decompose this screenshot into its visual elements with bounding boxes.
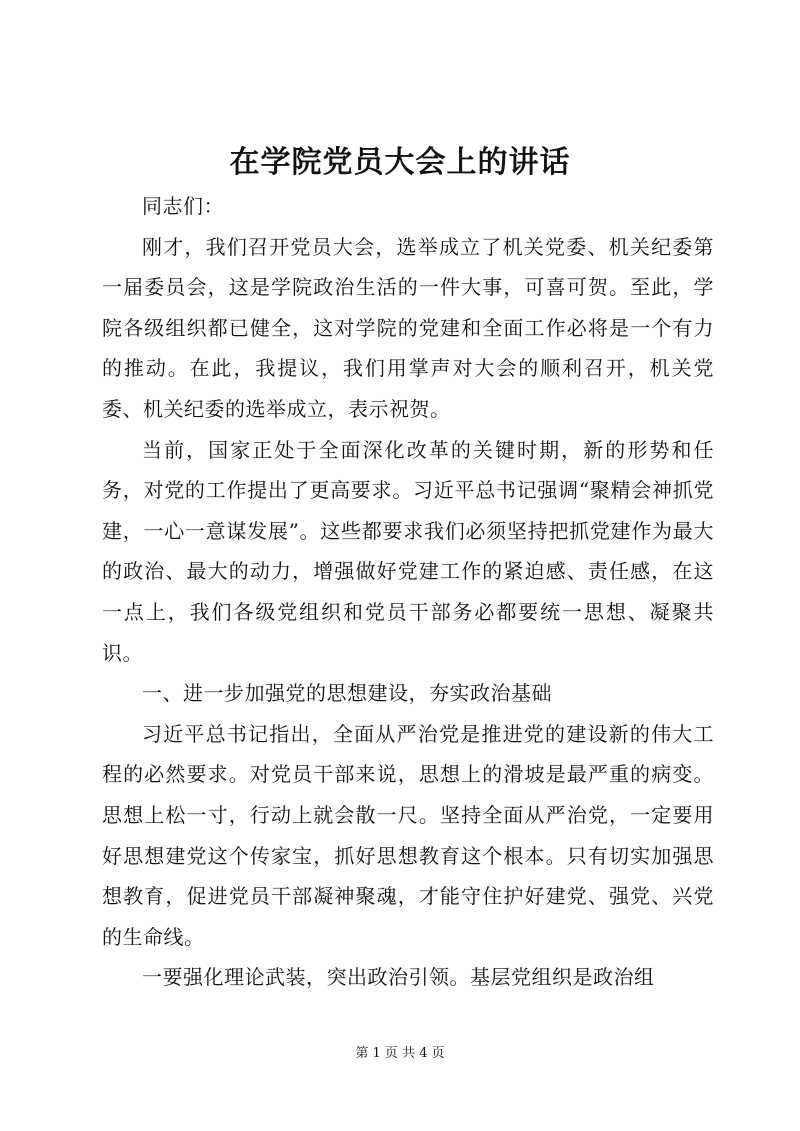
salutation-paragraph: 同志们： — [142, 194, 224, 218]
body-paragraph: 刚才，我们召开党员大会，选举成立了机关党委、机关纪委第一届委员会，这是学院政治生活的一件大事，可喜可贺。至此，学院各级组织都已健全，这对学院的党建和全面工作必将是一个有力的推动。在此，我提议，我们用掌声对大会的顺利召开，机关党委、机关纪委的选举成立，表示祝贺。 — [102, 234, 714, 421]
body-paragraph: 当前，国家正处于全面深化改革的关键时期，新的形势和任务，对党的工作提出了更高要求。习近平总书记强调“聚精会神抓党建，一心一意谋发展”。这些都要求我们必须坚持把抓党建作为最大的政治、最大的动力，增强做好党建工作的紧迫感、责任感，在这一点上，我们各级党组织和党员干部务必都要统一思想、凝聚共识。 — [102, 437, 714, 665]
section-heading: 一、进一步加强党的思想建设，夯实政治基础 — [142, 681, 552, 706]
body-paragraph: 习近平总书记指出，全面从严治党是推进党的建设新的伟大工程的必然要求。对党员干部来说，思想上的滑坡是最严重的病变。思想上松一寸，行动上就会散一尺。坚持全面从严治党，一定要用好思想建党这个传家宝，抓好思想教育这个根本。只有切实加强思想教育，促进党员干部凝神聚魂，才能守住护好建党、强党、兴党的生命线。 — [102, 721, 714, 949]
document-body — [102, 186, 714, 998]
page-footer: 第 1 页 共 4 页 — [355, 1046, 445, 1061]
document-title: 在学院党员大会上的讲话 — [229, 145, 571, 180]
body-paragraph: 一要强化理论武装，突出政治引领。基层党组织是政治组 — [142, 965, 655, 990]
